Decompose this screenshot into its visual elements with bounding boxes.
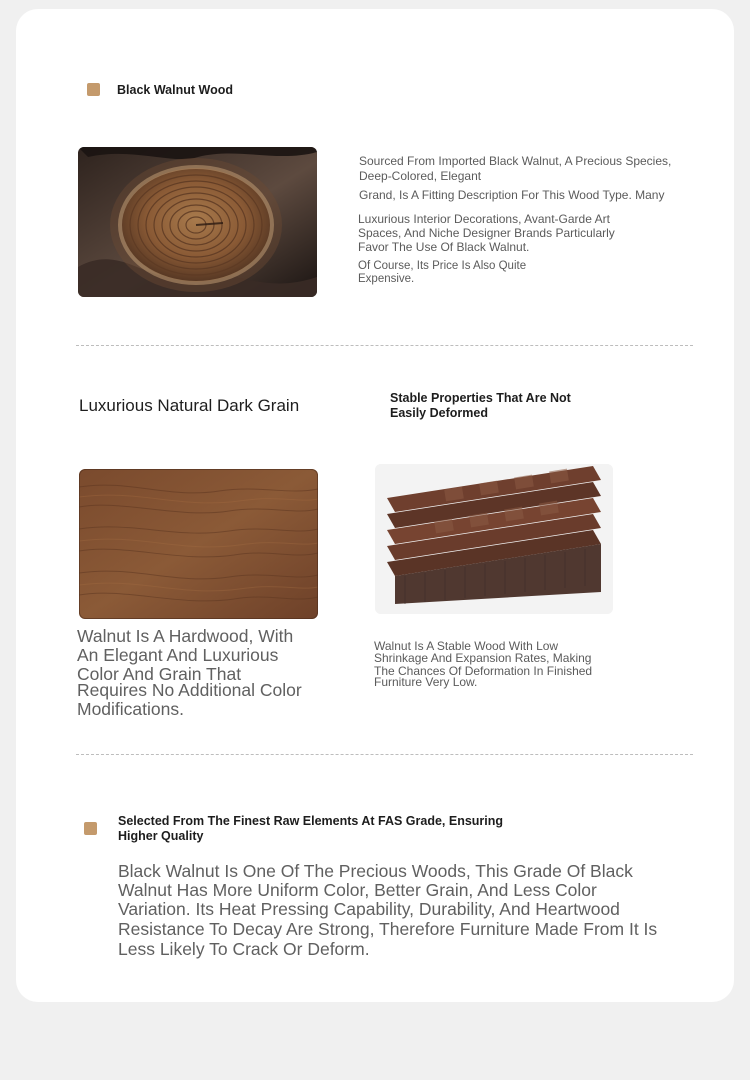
stable-heading-line-1: Stable Properties That Are Not xyxy=(390,391,571,405)
stable-desc-line-2: Shrinkage And Expansion Rates, Making xyxy=(374,651,592,665)
section1-line-1: Sourced From Imported Black Walnut, A Precious Species, xyxy=(359,154,672,168)
divider-1 xyxy=(76,345,693,346)
walnut-grain-photo xyxy=(79,469,318,619)
walnut-stack-photo xyxy=(375,464,613,614)
section1-line-4: Luxurious Interior Decorations, Avant-Garde Art xyxy=(358,212,610,226)
grain-desc-line-2: An Elegant And Luxurious xyxy=(77,645,279,665)
section1-title: Black Walnut Wood xyxy=(117,83,233,97)
divider-2 xyxy=(76,754,693,755)
section1-line-5: Spaces, And Niche Designer Brands Particularly xyxy=(358,226,615,240)
grain-desc-line-3: Color And Grain That xyxy=(77,664,242,684)
section3-line-2: Walnut Has More Uniform Color, Better Grain, And Less Color xyxy=(118,880,597,900)
section1-line-7: Of Course, Its Price Is Also Quite xyxy=(358,260,527,272)
grain-heading: Luxurious Natural Dark Grain xyxy=(79,396,300,415)
section1-line-6: Favor The Use Of Black Walnut. xyxy=(358,240,530,254)
grain-desc-line-5: Modifications. xyxy=(77,699,184,719)
walnut-stack-illustration xyxy=(375,464,613,614)
stable-desc-line-3: The Chances Of Deformation In Finished xyxy=(374,664,593,678)
section3-line-5: Less Likely To Crack Or Deform. xyxy=(118,939,370,959)
section1-line-2: Deep-Colored, Elegant xyxy=(359,169,482,183)
section3-line-4: Resistance To Decay Are Strong, Therefore Furniture Made From It Is xyxy=(118,919,658,939)
section1-line-8: Expensive. xyxy=(358,273,415,285)
stable-desc-line-4: Furniture Very Low. xyxy=(374,675,478,689)
stable-desc-line-1: Walnut Is A Stable Wood With Low xyxy=(374,639,559,653)
walnut-log-illustration xyxy=(78,147,317,297)
section3-line-1: Black Walnut Is One Of The Precious Woods, This Grade Of Black xyxy=(118,861,633,881)
section3-title-line-1: Selected From The Finest Raw Elements At FAS Grade, Ensuring xyxy=(118,814,504,828)
section1-line-3: Grand, Is A Fitting Description For This Wood Type. Many xyxy=(359,188,665,202)
section1-bullet-icon xyxy=(87,83,100,96)
walnut-log-photo xyxy=(78,147,317,297)
grain-desc-line-4: Requires No Additional Color xyxy=(77,680,302,700)
walnut-grain-illustration xyxy=(79,469,318,619)
section3-title-line-2: Higher Quality xyxy=(118,829,204,843)
grain-desc-line-1: Walnut Is A Hardwood, With xyxy=(77,626,294,646)
stable-heading-line-2: Easily Deformed xyxy=(390,406,488,420)
section3-line-3: Variation. Its Heat Pressing Capability, Durability, And Heartwood xyxy=(118,899,620,919)
section3-bullet-icon xyxy=(84,822,97,835)
